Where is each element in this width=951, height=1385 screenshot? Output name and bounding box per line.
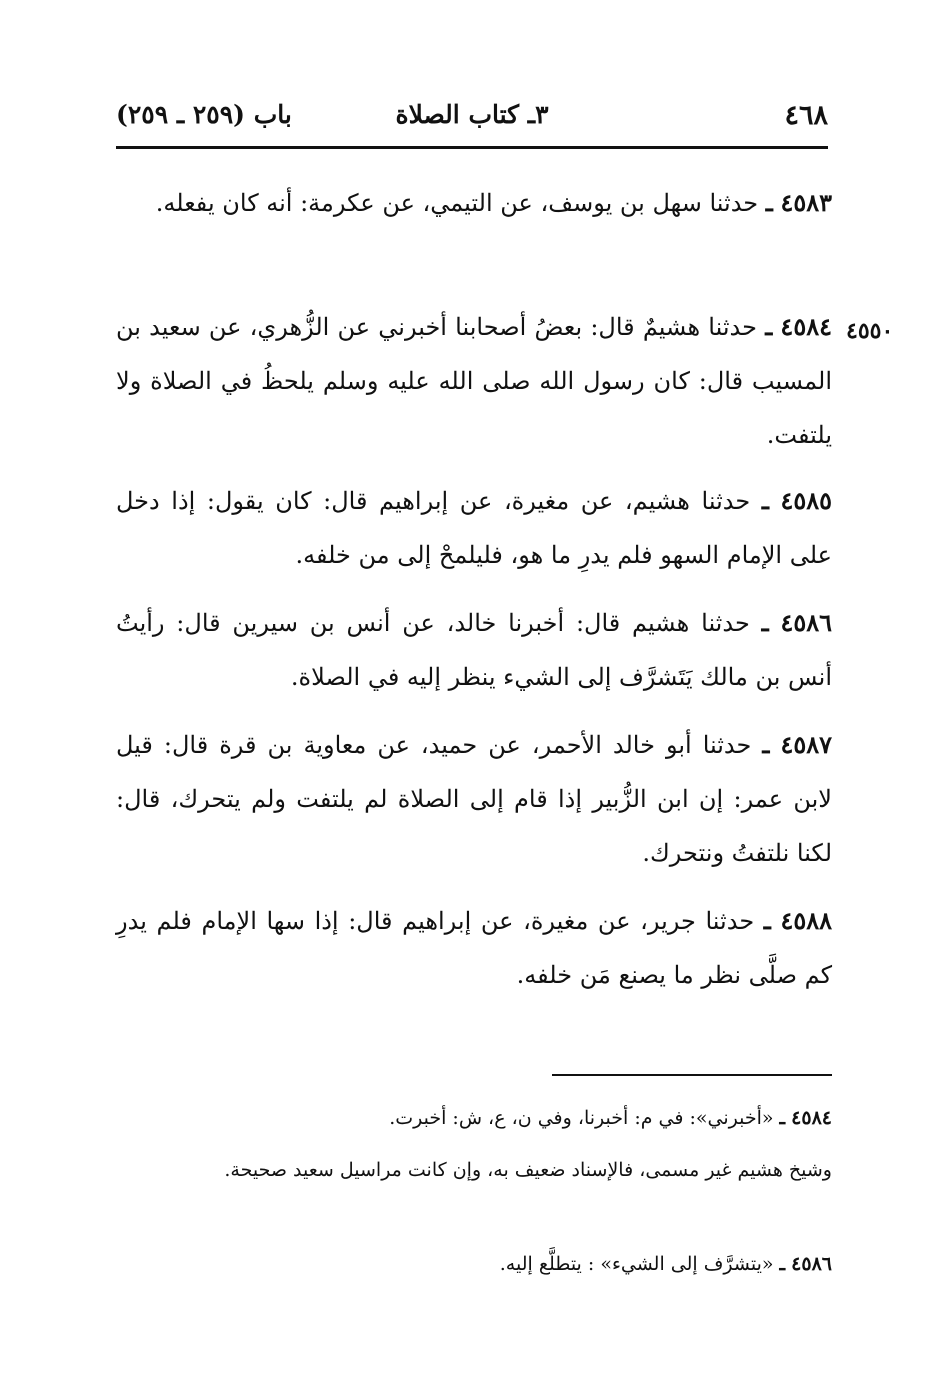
footnote-rule bbox=[552, 1074, 832, 1076]
hadith-4585 bbox=[116, 474, 832, 582]
hadith-number: ٤٥٨٧ bbox=[780, 730, 832, 759]
hadith-4588 bbox=[116, 894, 832, 1002]
margin-number: ٤٥٥٠ bbox=[846, 318, 894, 344]
hadith-text: حدثنا أبو خالد الأحمر، عن حميد، عن معاوية بن قرة قال: قيل لابن عمر: إن ابن الزُّبير إذا قام إلى الصلاة لم يلتفت ولم يتحرك، قال: لكنا نلتفتُ ونتحرك. bbox=[116, 731, 832, 867]
footnote-4584 bbox=[116, 1098, 832, 1138]
hadith-4583 bbox=[116, 176, 832, 230]
separator-dash: ـ bbox=[762, 730, 770, 759]
footnote-ref: ٤٥٨٤ bbox=[791, 1107, 832, 1129]
hadith-number: ٤٥٨٤ bbox=[780, 312, 832, 341]
hadith-number: ٤٥٨٨ bbox=[780, 906, 832, 935]
hadith-number: ٤٥٨٣ bbox=[780, 188, 832, 217]
footnote-4586 bbox=[116, 1244, 832, 1284]
book-title: ٣ـ كتاب الصلاة bbox=[395, 100, 549, 129]
header-rule bbox=[116, 146, 828, 149]
separator-dash: ـ bbox=[779, 1253, 786, 1275]
separator-dash: ـ bbox=[765, 312, 773, 341]
hadith-text: حدثنا جرير، عن مغيرة، عن إبراهيم قال: إذا سها الإمام فلم يدرِ كم صلَّى نظر ما يصنع مَن خلفه. bbox=[116, 907, 832, 989]
separator-dash: ـ bbox=[779, 1107, 786, 1129]
hadith-text: حدثنا هشيم قال: أخبرنا خالد، عن أنس بن سيرين قال: رأيتُ أنس بن مالك يَتَشرَّف إلى الشيء ينظر إليه في الصلاة. bbox=[116, 609, 832, 691]
hadith-4586 bbox=[116, 596, 832, 704]
hadith-4584 bbox=[116, 300, 832, 462]
footnote-note bbox=[116, 1150, 832, 1190]
hadith-text: حدثنا هشيمٌ قال: بعضُ أصحابنا أخبرني عن الزُّهري، عن سعيد بن المسيب قال: كان رسول الله صلى الله عليه وسلم يلحظُ في الصلاة ولا يلتفت. bbox=[116, 313, 832, 449]
hadith-number: ٤٥٨٦ bbox=[780, 608, 832, 637]
chapter-title: باب (٢٥٩ ـ ٢٥٩) bbox=[116, 100, 292, 129]
footnote-text: «أخبرني»: في م: أخبرنا، وفي ن، ع، ش: أخبرت. bbox=[389, 1107, 774, 1129]
separator-dash: ـ bbox=[763, 906, 771, 935]
separator-dash: ـ bbox=[761, 608, 769, 637]
page-number: ٤٦٨ bbox=[784, 100, 828, 131]
hadith-4587 bbox=[116, 718, 832, 880]
hadith-text: حدثنا هشيم، عن مغيرة، عن إبراهيم قال: كان يقول: إذا دخل على الإمام السهو فلم يدرِ ما هو، فليلمحْ إلى من خلفه. bbox=[116, 487, 832, 569]
page-header bbox=[116, 96, 828, 140]
footnote-text: «يتشرَّف إلى الشيء» : يتطلَّع إليه. bbox=[499, 1253, 774, 1275]
hadith-text: حدثنا سهل بن يوسف، عن التيمي، عن عكرمة: أنه كان يفعله. bbox=[155, 189, 759, 217]
separator-dash: ـ bbox=[765, 188, 773, 217]
footnote-ref: ٤٥٨٦ bbox=[791, 1253, 832, 1275]
footnote-text: وشيخ هشيم غير مسمى، فالإسناد ضعيف به، وإن كانت مراسيل سعيد صحيحة. bbox=[224, 1159, 832, 1181]
hadith-number: ٤٥٨٥ bbox=[780, 486, 832, 515]
separator-dash: ـ bbox=[761, 486, 769, 515]
